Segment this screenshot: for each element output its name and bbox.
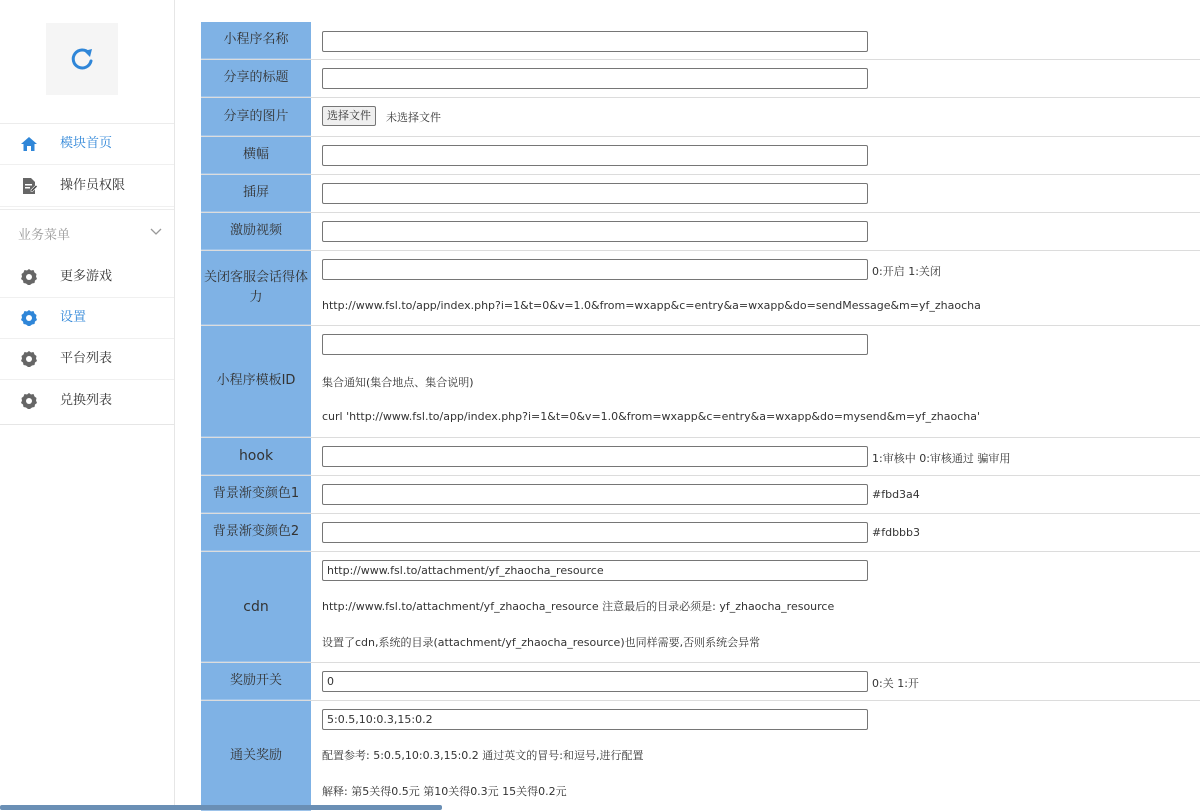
- choose-file-button[interactable]: 选择文件: [322, 106, 376, 126]
- reward-switch-input[interactable]: [322, 671, 868, 692]
- mini-program-name-input[interactable]: [322, 31, 868, 52]
- home-icon: [20, 135, 38, 153]
- form-row-level-reward: [201, 701, 1200, 811]
- bg-color2-input[interactable]: [322, 522, 868, 543]
- form-row-share-image: [201, 98, 1200, 137]
- settings-form: [201, 22, 1200, 812]
- form-row-close-service: [201, 251, 1200, 326]
- form-row-reward-switch: [201, 663, 1200, 701]
- form-row-cdn: [201, 552, 1200, 663]
- inline-hint: 1:审核中 0:审核通过 骗审用: [872, 452, 1011, 465]
- form-row-mini-program-name: [201, 22, 1200, 60]
- form-row-bg-color1: [201, 476, 1200, 514]
- sidebar-item-label: 兑换列表: [60, 393, 113, 408]
- sidebar-item-more-games[interactable]: [0, 257, 174, 298]
- field-label: cdn: [201, 552, 311, 662]
- form-row-share-title: [201, 60, 1200, 98]
- field-label: 关闭客服会话得体力: [201, 251, 311, 325]
- refresh-icon: [67, 44, 97, 74]
- inline-hint: 0:开启 1:关闭: [872, 265, 941, 278]
- form-row-hook: [201, 438, 1200, 476]
- sidebar-item-platform-list[interactable]: [0, 339, 174, 380]
- document-edit-icon: [20, 177, 38, 195]
- interstitial-input[interactable]: [322, 183, 868, 204]
- field-label: 小程序名称: [201, 22, 311, 59]
- divider: [0, 424, 174, 425]
- sidebar-item-operator-permissions[interactable]: [0, 166, 174, 207]
- sidebar-item-label: 模块首页: [60, 136, 113, 151]
- gear-icon: [20, 350, 38, 368]
- service-url-hint: http://www.fsl.to/app/index.php?i=1&t=0&v=1.0&from=wxapp&c=entry&a=wxapp&do=sendMessage&m=yf_zhaocha: [322, 299, 981, 312]
- cdn-warning-hint: 设置了cdn,系统的目录(attachment/yf_zhaocha_resource)也同样需要,否则系统会异常: [322, 636, 761, 649]
- template-hint: 集合通知(集合地点、集合说明): [322, 376, 474, 389]
- field-label: 背景渐变颜色2: [201, 514, 311, 551]
- sidebar-item-label: 更多游戏: [60, 269, 113, 284]
- sidebar-item-settings[interactable]: [0, 298, 174, 339]
- level-reward-input[interactable]: [322, 709, 868, 730]
- business-menu-header[interactable]: [0, 212, 174, 252]
- field-label: 奖励开关: [201, 663, 311, 700]
- inline-hint: 0:关 1:开: [872, 677, 919, 690]
- sidebar-item-label: 平台列表: [60, 351, 113, 366]
- field-label: 通关奖励: [201, 701, 311, 811]
- sidebar-item-module-home[interactable]: [0, 124, 174, 165]
- gear-icon: [20, 392, 38, 410]
- file-status: 未选择文件: [386, 111, 441, 124]
- divider: [0, 209, 174, 210]
- inline-hint: #fdbbb3: [872, 526, 921, 539]
- gear-icon: [20, 309, 38, 327]
- bg-color1-input[interactable]: [322, 484, 868, 505]
- form-row-reward-video: [201, 213, 1200, 251]
- form-row-bg-color2: [201, 514, 1200, 552]
- gear-icon: [20, 268, 38, 286]
- section-title: 业务菜单: [18, 228, 71, 243]
- form-row-template-id: [201, 326, 1200, 438]
- sidebar-item-exchange-list[interactable]: [0, 381, 174, 421]
- inline-hint: #fbd3a4: [872, 488, 920, 501]
- hook-input[interactable]: [322, 446, 868, 467]
- logo: [46, 23, 118, 95]
- field-label: hook: [201, 438, 311, 475]
- share-title-input[interactable]: [322, 68, 868, 89]
- horizontal-scrollbar[interactable]: [0, 805, 442, 810]
- sidebar-item-label: 操作员权限: [60, 178, 126, 193]
- reward-video-input[interactable]: [322, 221, 868, 242]
- field-label: 小程序模板ID: [201, 326, 311, 437]
- form-row-banner: [201, 137, 1200, 175]
- cdn-hint: http://www.fsl.to/attachment/yf_zhaocha_resource 注意最后的目录必须是: yf_zhaocha_resource: [322, 600, 835, 613]
- form-row-interstitial: [201, 175, 1200, 213]
- field-label: 分享的图片: [201, 98, 311, 136]
- template-id-input[interactable]: [322, 334, 868, 355]
- reward-config-hint: 配置参考: 5:0.5,10:0.3,15:0.2 通过英文的冒号:和逗号,进行配置: [322, 749, 644, 762]
- field-label: 插屏: [201, 175, 311, 212]
- banner-input[interactable]: [322, 145, 868, 166]
- sidebar-item-label: 设置: [60, 310, 87, 325]
- field-label: 背景渐变颜色1: [201, 476, 311, 513]
- field-label: 横幅: [201, 137, 311, 174]
- close-service-input[interactable]: [322, 259, 868, 280]
- chevron-down-icon: [150, 226, 162, 236]
- template-curl-hint: curl 'http://www.fsl.to/app/index.php?i=1&t=0&v=1.0&from=wxapp&c=entry&a=wxapp&do=mysend&m=yf_zhaocha': [322, 410, 981, 423]
- reward-explain-hint: 解释: 第5关得0.5元 第10关得0.3元 15关得0.2元: [322, 785, 567, 798]
- sidebar: [0, 0, 175, 810]
- field-label: 分享的标题: [201, 60, 311, 97]
- field-label: 激励视频: [201, 213, 311, 250]
- cdn-input[interactable]: [322, 560, 868, 581]
